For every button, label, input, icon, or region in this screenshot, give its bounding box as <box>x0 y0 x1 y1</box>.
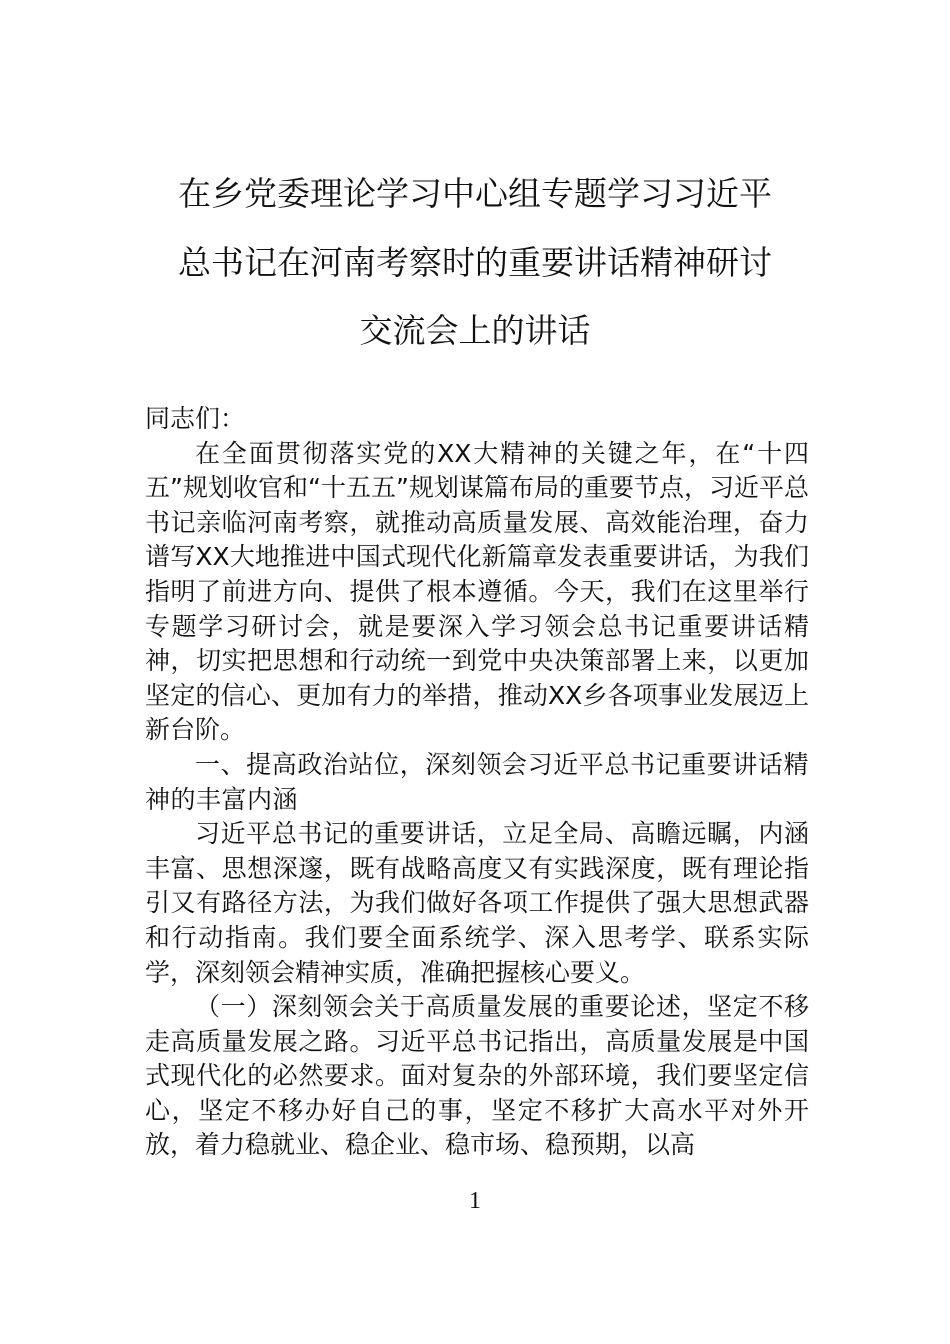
title-line: 总书记在河南考察时的重要讲话精神研讨 <box>178 242 772 282</box>
paragraph-subsection-1: （一）深刻领会关于高质量发展的重要论述，坚定不移走高质量发展之路。习近平总书记指出，高质量发展是中国式现代化的必然要求。面对复杂的外部环境，我们要坚定信心，坚定不移办好自己的事，坚定不移扩大高水平对外开放，着力稳就业、稳企业、稳市场、稳预期，以高 <box>145 992 809 1160</box>
section-heading-1: 一、提高政治站位，深刻领会习近平总书记重要讲话精神的丰富内涵 <box>145 749 809 814</box>
title-line: 在乡党委理论学习中心组专题学习习近平 <box>178 174 772 213</box>
paragraph-intro: 在全面贯彻落实党的XX大精神的关键之年，在“十四五”规划收官和“十五五”规划谋篇布局的重要节点，习近平总书记亲临河南考察，就推动高质量发展、高效能治理，奋力谱写XX大地推进中国式现代化新篇章发表重要讲话，为我们指明了前进方向、提供了根本遵循。今天，我们在这里举行专题学习研讨会，就是要深入学习领会总书记重要讲话精神，切实把思想和行动统一到党中央决策部署上来，以更加坚定的信心、更加有力的举措，推动XX乡各项事业发展迈上新台阶。 <box>145 438 809 745</box>
document-title <box>140 160 810 366</box>
document-body <box>145 402 809 1163</box>
paragraph-section-1: 习近平总书记的重要讲话，立足全局、高瞻远瞩，内涵丰富、思想深邃，既有战略高度又有实践深度，既有理论指引又有路径方法，为我们做好各项工作提供了强大思想武器和行动指南。我们要全面系统学、深入思考学、联系实际学，深刻领会精神实质，准确把握核心要义。 <box>145 819 809 987</box>
title-line: 交流会上的讲话 <box>359 311 591 350</box>
salutation: 同志们： <box>145 404 246 433</box>
page-number: 1 <box>469 1188 481 1214</box>
